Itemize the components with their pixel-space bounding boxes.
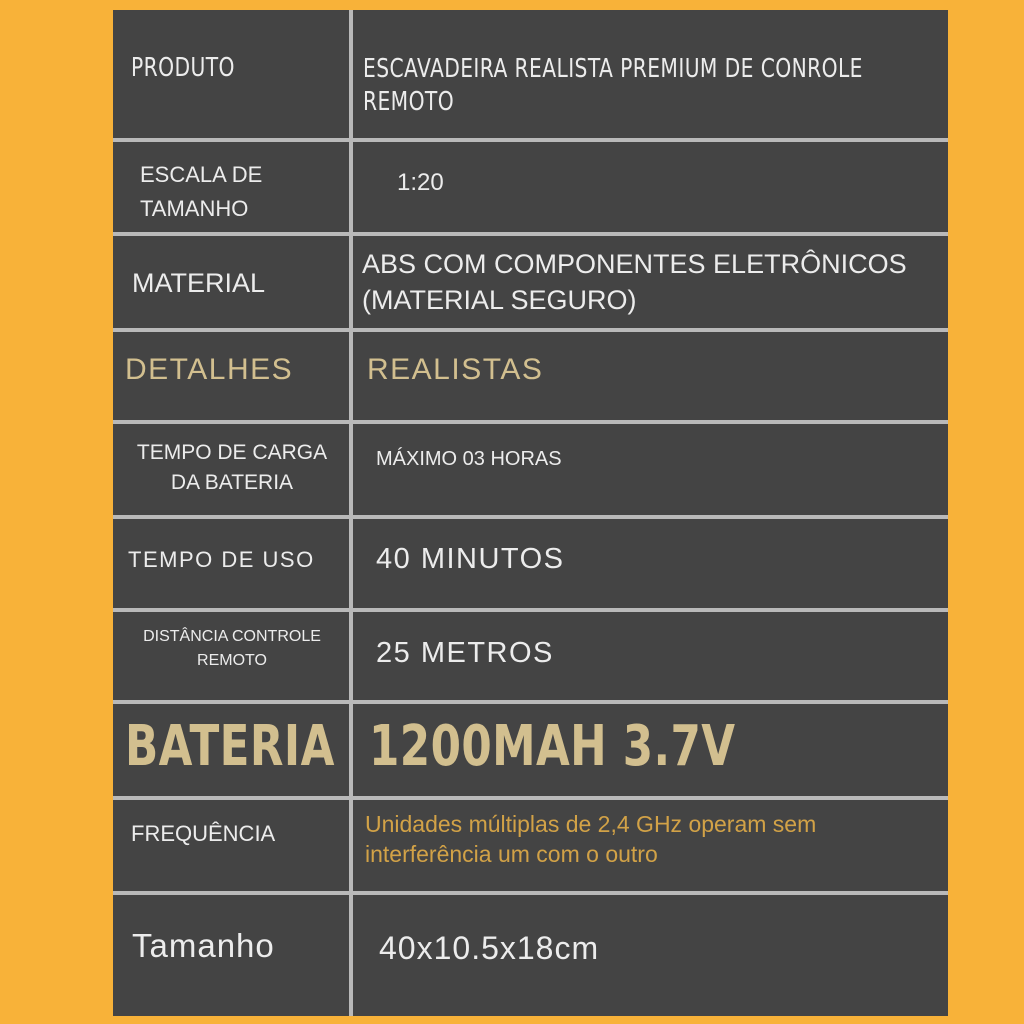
row-divider (113, 515, 948, 519)
spec-table (113, 10, 948, 1016)
label-tempo-carga (125, 438, 339, 498)
value-produto (363, 53, 863, 119)
row-divider (113, 700, 948, 704)
label-escala-line-1: ESCALA DE (140, 162, 263, 187)
label-tempo-carga-line-2: DA BATERIA (170, 471, 294, 494)
label-escala-line-2: TAMANHO (140, 196, 249, 221)
value-frequencia (365, 809, 816, 869)
row-divider (113, 891, 948, 895)
value-produto-line-1: ESCAVADEIRA REALISTA PREMIUM DE CONROLE (363, 54, 863, 84)
label-tempo-uso: TEMPO DE USO (128, 547, 315, 572)
value-material-line-2: (MATERIAL SEGURO) (362, 285, 637, 315)
row-divider (113, 420, 948, 424)
value-produto-line-2: REMOTO (363, 87, 455, 117)
label-tempo-carga-line-1: TEMPO DE CARGA (136, 441, 328, 464)
label-bateria: BATERIA (125, 714, 335, 779)
row-divider (113, 608, 948, 612)
label-material: MATERIAL (132, 268, 266, 298)
value-distancia: 25 METROS (376, 637, 554, 669)
value-frequencia-line-2: interferência um com o outro (365, 841, 658, 867)
value-tamanho: 40x10.5x18cm (379, 930, 600, 966)
row-divider (113, 328, 948, 332)
value-tempo-uso: 40 MINUTOS (376, 543, 565, 575)
value-material (362, 246, 907, 318)
value-tempo-carga: MÁXIMO 03 HORAS (376, 448, 562, 470)
label-distancia-line-2: REMOTO (197, 652, 267, 669)
row-divider (113, 796, 948, 800)
row-divider (113, 138, 948, 142)
label-escala-tamanho (140, 158, 262, 226)
label-tamanho: Tamanho (132, 927, 275, 964)
value-frequencia-line-1: Unidades múltiplas de 2,4 GHz operam sem (365, 811, 817, 837)
label-detalhes: DETALHES (125, 353, 294, 386)
value-escala: 1:20 (397, 169, 444, 196)
label-produto: PRODUTO (131, 53, 235, 83)
column-divider (349, 10, 353, 1016)
label-frequencia: FREQUÊNCIA (131, 821, 276, 846)
label-distancia-line-1: DISTÂNCIA CONTROLE (143, 628, 321, 645)
row-divider (113, 232, 948, 236)
label-distancia (125, 625, 339, 673)
value-bateria: 1200MAH 3.7V (369, 714, 736, 779)
value-detalhes: REALISTAS (367, 353, 544, 386)
value-material-line-1: ABS COM COMPONENTES ELETRÔNICOS (362, 249, 907, 279)
